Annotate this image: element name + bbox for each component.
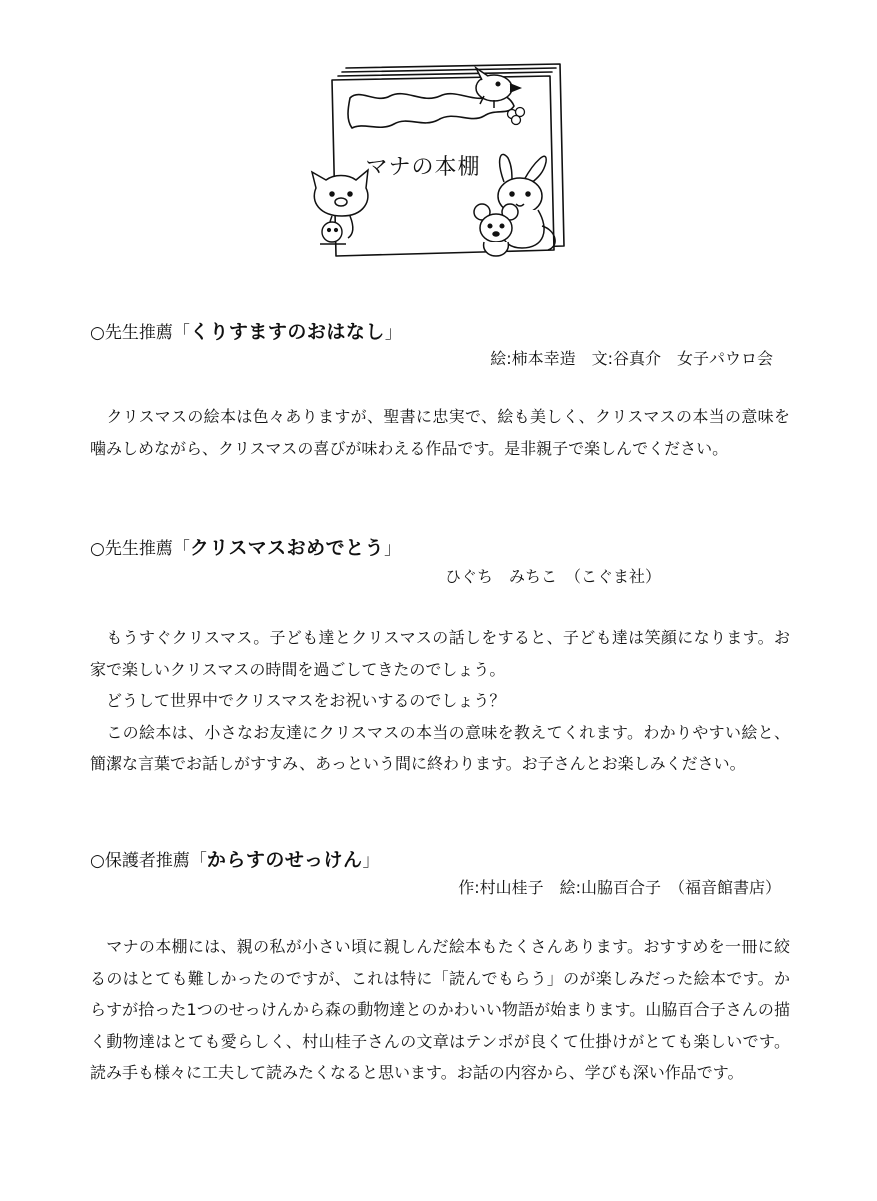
open-bracket: 「 [172, 539, 190, 559]
book-title: くりすますのおはなし [189, 321, 385, 343]
review-paragraph: マナの本棚には、親の私が小さい頃に親しんだ絵本もたくさんあります。おすすめを一冊に絞るのはとても難しかったのですが、これは特に「読んでもらう」のが楽しみだった絵本です。からすが拾った1つのせっけんから森の動物達とのかわいい物語が始まります。山脇百合子さんの描く動物達はとても愛らしく、村山桂子さんの文章はテンポが良くて仕掛けがとても楽しいです。読み手も様々に工夫して読みたくなると思います。お話の内容から、学びも深い作品です。 [90, 937, 790, 1082]
review-text [90, 401, 790, 464]
review-paragraph: どうして世界中でクリスマスをお祝いするのでしょう？ [90, 691, 506, 710]
open-bracket: 「 [189, 851, 207, 871]
page-title: マナの本棚 [365, 155, 481, 180]
book-title: からすのせっけん [206, 849, 363, 871]
book-credit: 絵:柿本幸造 文:谷真介 女子パウロ会 [490, 349, 773, 368]
recommender-label: ○先生推薦 [90, 539, 173, 559]
book-credit: 作:村山桂子 絵:山脇百合子 （福音館書店） [458, 878, 781, 897]
review-paragraph: この絵本は、小さなお友達にクリスマスの本当の意味を教えてくれます。わかりやすい絵と、簡潔な言葉でお話しがすすみ、あっという間に終わります。お子さんとお楽しみください。 [90, 722, 790, 773]
open-bracket: 「 [172, 323, 190, 343]
close-bracket: 」 [384, 539, 402, 559]
close-bracket: 」 [384, 323, 402, 343]
review-text [90, 622, 790, 780]
review-paragraph: もうすぐクリスマス。子ども達とクリスマスの話しをすると、子ども達は笑顔になります。お家で楽しいクリスマスの時間を過ごしてきたのでしょう。 [90, 628, 790, 679]
recommender-label: ○先生推薦 [90, 323, 173, 343]
book-credit: ひぐち みちこ （こぐま社） [444, 567, 661, 586]
book-title: クリスマスおめでとう [189, 537, 385, 559]
review-paragraph: クリスマスの絵本は色々ありますが、聖書に忠実で、絵も美しく、クリスマスの本当の意味を噛みしめながら、クリスマスの喜びが味わえる作品です。是非親子で楽しんでください。 [90, 407, 790, 458]
section-heading [90, 533, 401, 560]
section-heading [90, 845, 379, 872]
close-bracket: 」 [362, 851, 380, 871]
section-heading [90, 317, 402, 344]
review-text [90, 931, 790, 1089]
recommender-label: ○保護者推薦 [90, 851, 190, 871]
